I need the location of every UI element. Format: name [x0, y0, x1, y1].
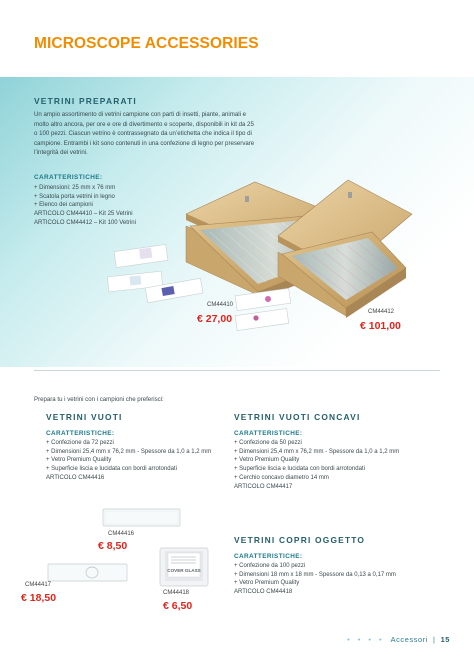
product-price: € 27,00	[197, 313, 233, 325]
spec-line: + Elenco dei campioni	[34, 202, 93, 209]
spec-line: + Cerchio concavo diametro 14 mm	[234, 474, 329, 481]
product-code: CM44416	[108, 531, 135, 537]
page-title: MICROSCOPE ACCESSORIES	[34, 35, 259, 52]
spec-line: + Superficie liscia e lucidata con bordi arrotondati	[234, 466, 365, 473]
spec-line: ARTICOLO CM44418	[234, 589, 293, 596]
spec-line: ARTICOLO CM44412 – Kit 100 Vetrini	[34, 219, 136, 226]
product-price: € 101,00	[360, 320, 401, 332]
spec-line: ARTICOLO CM44417	[234, 483, 293, 490]
spec-line: + Confezione da 72 pezzi	[46, 440, 114, 446]
specs-title: CARATTERISTICHE:	[234, 553, 303, 560]
spec-line: + Vetro Premium Quality	[234, 580, 300, 587]
section-description: Un ampio assortimento di vetrini campione con parti di insetti, piante, animali e molto altro ancora, per ore e ore di divertimento e scoperte, disponibili in kit da 25 o 100 pezzi. Ciascun vetrino è contrassegnato da un’etichetta che indica il tipo di campione. Entrambi i kit sono contenuti in una confezione di legno per preservare l’integrità dei vetrini.	[34, 111, 255, 157]
spec-line: + Confezione da 100 pezzi	[234, 563, 306, 569]
product-price: € 6,50	[163, 600, 193, 612]
page-number: 15	[440, 635, 450, 644]
product-code: CM44412	[368, 309, 395, 315]
spec-line: + Superficie liscia e lucidata con bordi arrotondati	[46, 466, 177, 473]
section-title-vetrini-vuoti-concavi: VETRINI VUOTI CONCAVI	[234, 412, 361, 422]
spec-line: + Confezione da 50 pezzi	[234, 440, 302, 446]
section-title-vetrini-vuoti: VETRINI VUOTI	[46, 412, 123, 422]
spec-line: + Dimensioni 25,4 mm x 76,2 mm - Spessore da 1,0 a 1,2 mm	[234, 448, 400, 455]
spec-line: ARTICOLO CM44416	[46, 474, 105, 481]
section-title-vetrini-preparati: VETRINI PREPARATI	[34, 96, 137, 106]
spec-line: ARTICOLO CM44410 – Kit 25 Vetrini	[34, 211, 133, 218]
spec-line: + Vetro Premium Quality	[46, 457, 112, 464]
product-code: CM44410	[207, 302, 234, 308]
footer-section: Accessori	[390, 635, 429, 644]
product-price: € 18,50	[21, 592, 57, 604]
specs-title: CARATTERISTICHE:	[234, 430, 303, 437]
product-price: € 8,50	[98, 540, 128, 552]
spec-line: + Dimensioni 25,4 mm x 76,2 mm - Spessore da 1,0 a 1,2 mm	[46, 448, 212, 455]
spec-line: + Vetro Premium Quality	[234, 457, 300, 464]
specs-title: CARATTERISTICHE:	[46, 430, 115, 437]
section-title-vetrini-copri-oggetto: VETRINI COPRI OGGETTO	[234, 535, 366, 545]
cover-glass-label: COVER GLASS	[167, 568, 201, 573]
specs-title: CARATTERISTICHE:	[34, 174, 103, 181]
page-footer	[347, 635, 450, 644]
footer-separator: |	[433, 635, 436, 644]
spec-line: + Dimensioni: 25 mm x 76 mm	[34, 185, 116, 191]
footer-dots: • • • •	[347, 635, 385, 644]
spec-line: + Scatola porta vetrini in legno	[34, 193, 115, 200]
product-code: CM44417	[25, 582, 52, 588]
product-code: CM44418	[163, 590, 190, 596]
spec-line: + Dimensioni 18 mm x 18 mm - Spessore da 0,13 a 0,17 mm	[234, 571, 396, 578]
intro-text: Prepara tu i vetrini con i campioni che preferisci:	[34, 396, 164, 403]
